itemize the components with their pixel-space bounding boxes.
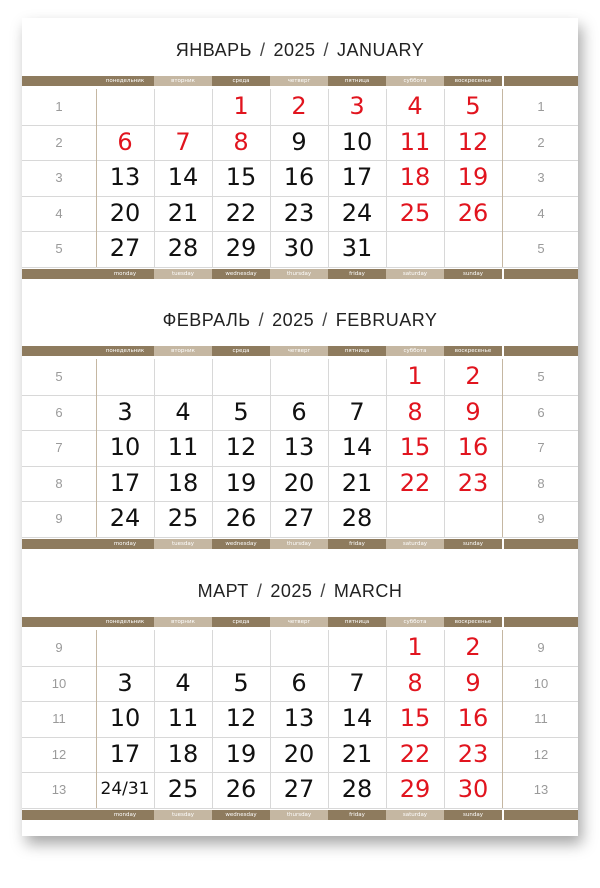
week-number: 5 bbox=[55, 369, 63, 384]
day-cell: 30 bbox=[283, 234, 315, 262]
title-separator: / bbox=[322, 310, 328, 330]
day-cell: 8 bbox=[233, 127, 249, 156]
day-cell: 13 bbox=[283, 433, 315, 461]
day-cell: 19 bbox=[457, 163, 489, 191]
month-name-en: MARCH bbox=[333, 581, 403, 601]
weekday-label: tuesday bbox=[154, 269, 212, 279]
day-cell: 29 bbox=[225, 234, 257, 262]
week-row bbox=[22, 701, 578, 738]
week-row bbox=[22, 630, 578, 667]
column-divider bbox=[154, 89, 155, 267]
day-cell bbox=[444, 231, 502, 267]
column-divider bbox=[154, 630, 155, 808]
week-row bbox=[22, 501, 578, 538]
week-number: 8 bbox=[55, 475, 63, 491]
day-cell: 23 bbox=[457, 468, 489, 497]
week-number: 5 bbox=[537, 369, 545, 384]
day-cell: 17 bbox=[341, 163, 373, 191]
day-cell: 26 bbox=[225, 775, 257, 803]
day-cell: 17 bbox=[109, 739, 141, 768]
day-cell bbox=[96, 359, 154, 395]
day-cell: 1 bbox=[407, 362, 423, 390]
month-name-ru: ЯНВАРЬ bbox=[175, 40, 252, 60]
day-cell: 11 bbox=[167, 704, 199, 732]
month-block bbox=[22, 581, 578, 831]
column-divider bbox=[212, 630, 213, 808]
weekday-label: sunday bbox=[444, 539, 502, 549]
day-cell: 28 bbox=[167, 234, 199, 262]
day-cell: 6 bbox=[117, 127, 133, 156]
weekday-label: saturday bbox=[386, 810, 444, 820]
day-cell: 6 bbox=[291, 668, 307, 697]
day-cell bbox=[328, 359, 386, 395]
day-cell: 27 bbox=[283, 775, 315, 803]
bar-edge bbox=[22, 346, 96, 356]
day-cell: 12 bbox=[225, 704, 257, 732]
weekday-label: среда bbox=[212, 617, 270, 627]
week-number: 7 bbox=[55, 440, 63, 455]
column-divider bbox=[386, 630, 387, 808]
day-cell: 9 bbox=[465, 397, 481, 426]
week-row bbox=[22, 196, 578, 233]
day-cell: 3 bbox=[349, 92, 365, 120]
column-divider bbox=[328, 359, 329, 537]
day-cell: 19 bbox=[225, 739, 257, 768]
week-number: 6 bbox=[55, 404, 63, 420]
weekday-label: воскресенье bbox=[444, 617, 502, 627]
day-cell: 1 bbox=[233, 92, 249, 120]
day-cell: 29 bbox=[399, 775, 431, 803]
day-cell: 1 bbox=[407, 633, 423, 661]
weekday-label: понедельник bbox=[96, 346, 154, 356]
day-cell: 12 bbox=[225, 433, 257, 461]
weekday-label: среда bbox=[212, 346, 270, 356]
day-cell bbox=[444, 501, 502, 537]
week-number: 2 bbox=[537, 134, 545, 150]
weekday-label: thursday bbox=[270, 810, 328, 820]
week-number: 6 bbox=[537, 404, 545, 420]
day-cell: 10 bbox=[109, 433, 141, 461]
weekday-label: sunday bbox=[444, 810, 502, 820]
column-divider bbox=[502, 359, 503, 537]
day-cell: 18 bbox=[167, 468, 199, 497]
day-cell: 22 bbox=[399, 468, 431, 497]
month-title bbox=[22, 40, 578, 60]
weekday-label: вторник bbox=[154, 617, 212, 627]
day-cell: 18 bbox=[399, 163, 431, 191]
column-divider bbox=[212, 359, 213, 537]
day-cell: 22 bbox=[399, 739, 431, 768]
bar-edge bbox=[504, 617, 578, 627]
title-separator: / bbox=[259, 40, 266, 60]
weekday-label: tuesday bbox=[154, 539, 212, 549]
day-cell: 26 bbox=[457, 198, 489, 227]
weekday-label: суббота bbox=[386, 76, 444, 86]
week-row bbox=[22, 737, 578, 774]
week-number: 4 bbox=[537, 205, 545, 221]
month-name-en: JANUARY bbox=[337, 40, 425, 60]
column-divider bbox=[96, 630, 97, 808]
weekday-bar-ru bbox=[22, 346, 578, 356]
weekday-label: четверг bbox=[270, 76, 328, 86]
weekday-bar-ru bbox=[22, 76, 578, 86]
day-cell: 16 bbox=[283, 163, 315, 191]
day-cell: 2 bbox=[465, 633, 481, 661]
day-cell: 3 bbox=[117, 668, 133, 697]
weekday-label: friday bbox=[328, 539, 386, 549]
bar-edge bbox=[22, 810, 96, 820]
day-cell: 24 bbox=[341, 198, 373, 227]
column-divider bbox=[270, 89, 271, 267]
week-row bbox=[22, 772, 578, 809]
day-cell bbox=[212, 359, 270, 395]
month-block bbox=[22, 40, 578, 290]
week-row bbox=[22, 466, 578, 503]
day-cell: 6 bbox=[291, 397, 307, 426]
weekday-label: воскресенье bbox=[444, 76, 502, 86]
column-divider bbox=[444, 630, 445, 808]
day-cell: 10 bbox=[341, 127, 373, 156]
week-row bbox=[22, 430, 578, 467]
bar-edge bbox=[504, 346, 578, 356]
day-cell: 25 bbox=[399, 198, 431, 227]
day-cell bbox=[386, 501, 444, 537]
day-cell: 25 bbox=[167, 775, 199, 803]
weekday-label: wednesday bbox=[212, 539, 270, 549]
week-number: 3 bbox=[537, 170, 545, 185]
day-cell: 5 bbox=[233, 397, 249, 426]
week-row bbox=[22, 231, 578, 268]
week-number: 5 bbox=[55, 241, 63, 256]
weekday-label: tuesday bbox=[154, 810, 212, 820]
weekday-label: wednesday bbox=[212, 810, 270, 820]
title-separator: / bbox=[320, 581, 326, 601]
day-cell: 26 bbox=[225, 504, 257, 532]
weekday-label: понедельник bbox=[96, 617, 154, 627]
column-divider bbox=[96, 89, 97, 267]
column-divider bbox=[270, 359, 271, 537]
week-number: 11 bbox=[52, 711, 66, 726]
day-cell bbox=[328, 630, 386, 666]
day-cell: 4 bbox=[175, 668, 191, 697]
title-separator: / bbox=[323, 40, 330, 60]
month-block bbox=[22, 310, 578, 560]
column-divider bbox=[444, 89, 445, 267]
bar-edge bbox=[22, 617, 96, 627]
day-cell: 24/31 bbox=[100, 779, 150, 799]
month-year: 2025 bbox=[270, 581, 313, 601]
column-divider bbox=[154, 359, 155, 537]
week-number: 9 bbox=[537, 511, 545, 526]
week-number: 9 bbox=[55, 640, 63, 655]
column-divider bbox=[502, 630, 503, 808]
day-cell: 11 bbox=[399, 127, 431, 156]
day-cell: 2 bbox=[291, 92, 307, 120]
day-cell: 20 bbox=[283, 739, 315, 768]
weekday-label: четверг bbox=[270, 346, 328, 356]
weekday-label: monday bbox=[96, 539, 154, 549]
day-cell bbox=[154, 359, 212, 395]
day-cell bbox=[96, 630, 154, 666]
week-number: 9 bbox=[55, 511, 63, 526]
day-cell: 16 bbox=[457, 433, 489, 461]
weekday-bar-ru bbox=[22, 617, 578, 627]
month-name-ru: ФЕВРАЛЬ bbox=[162, 310, 251, 330]
day-cell bbox=[96, 89, 154, 125]
bar-edge bbox=[504, 539, 578, 549]
week-row bbox=[22, 160, 578, 197]
weekday-label: thursday bbox=[270, 539, 328, 549]
day-cell: 9 bbox=[465, 668, 481, 697]
day-cell: 16 bbox=[457, 704, 489, 732]
day-cell: 3 bbox=[117, 397, 133, 426]
weekday-label: суббота bbox=[386, 617, 444, 627]
week-number: 12 bbox=[51, 746, 67, 762]
day-cell: 2 bbox=[465, 362, 481, 390]
week-row bbox=[22, 359, 578, 396]
day-cell: 12 bbox=[457, 127, 489, 156]
week-number: 9 bbox=[537, 640, 545, 655]
day-cell: 21 bbox=[167, 198, 199, 227]
day-cell: 8 bbox=[407, 668, 423, 697]
week-number: 5 bbox=[537, 241, 545, 256]
day-cell: 15 bbox=[399, 433, 431, 461]
column-divider bbox=[212, 89, 213, 267]
day-cell: 7 bbox=[349, 397, 365, 426]
week-number: 2 bbox=[55, 134, 63, 150]
bar-edge bbox=[22, 76, 96, 86]
title-separator: / bbox=[258, 310, 265, 330]
day-cell: 28 bbox=[341, 504, 373, 532]
weekday-label: вторник bbox=[154, 346, 212, 356]
day-cell bbox=[154, 630, 212, 666]
day-cell: 22 bbox=[225, 198, 257, 227]
weekday-bar-en bbox=[22, 539, 578, 549]
bar-edge bbox=[22, 539, 96, 549]
weekday-bar-en bbox=[22, 269, 578, 279]
weekday-label: monday bbox=[96, 810, 154, 820]
week-number: 12 bbox=[533, 746, 549, 762]
weekday-bar-en bbox=[22, 810, 578, 820]
day-cell: 14 bbox=[341, 704, 373, 732]
day-cell bbox=[212, 630, 270, 666]
bar-edge bbox=[504, 810, 578, 820]
day-cell: 21 bbox=[341, 468, 373, 497]
week-number: 1 bbox=[537, 99, 545, 114]
week-row bbox=[22, 666, 578, 703]
week-number: 13 bbox=[533, 782, 549, 797]
weekday-label: пятница bbox=[328, 617, 386, 627]
weekday-label: saturday bbox=[386, 539, 444, 549]
day-cell: 27 bbox=[283, 504, 315, 532]
weekday-label: saturday bbox=[386, 269, 444, 279]
day-cell bbox=[154, 89, 212, 125]
day-cell: 7 bbox=[349, 668, 365, 697]
day-cell: 15 bbox=[225, 163, 257, 191]
day-cell: 24 bbox=[109, 504, 141, 532]
day-cell: 13 bbox=[283, 704, 315, 732]
day-cell: 30 bbox=[457, 775, 489, 803]
day-cell: 27 bbox=[109, 234, 141, 262]
week-number: 7 bbox=[537, 440, 545, 455]
week-row bbox=[22, 395, 578, 432]
day-cell: 8 bbox=[407, 397, 423, 426]
day-cell: 5 bbox=[465, 92, 481, 120]
day-cell bbox=[386, 231, 444, 267]
column-divider bbox=[444, 359, 445, 537]
month-name-ru: МАРТ bbox=[197, 581, 249, 601]
day-cell: 7 bbox=[175, 127, 191, 156]
column-divider bbox=[328, 630, 329, 808]
week-number: 10 bbox=[533, 675, 549, 691]
day-cell: 23 bbox=[457, 739, 489, 768]
day-cell: 11 bbox=[167, 433, 199, 461]
month-year: 2025 bbox=[273, 40, 316, 60]
day-cell: 4 bbox=[175, 397, 191, 426]
day-cell: 28 bbox=[341, 775, 373, 803]
weekday-label: thursday bbox=[270, 269, 328, 279]
weekday-label: пятница bbox=[328, 76, 386, 86]
week-number: 10 bbox=[51, 675, 67, 691]
column-divider bbox=[96, 359, 97, 537]
day-cell: 25 bbox=[167, 504, 199, 532]
day-cell: 23 bbox=[283, 198, 315, 227]
column-divider bbox=[502, 89, 503, 267]
weekday-label: четверг bbox=[270, 617, 328, 627]
day-cell: 15 bbox=[399, 704, 431, 732]
day-cell bbox=[270, 630, 328, 666]
month-title bbox=[22, 310, 578, 330]
day-cell: 5 bbox=[233, 668, 249, 697]
day-cell: 9 bbox=[291, 127, 307, 156]
week-number: 1 bbox=[55, 99, 63, 114]
month-name-en: FEBRUARY bbox=[335, 310, 438, 330]
week-number: 8 bbox=[537, 475, 545, 491]
weekday-label: friday bbox=[328, 810, 386, 820]
bar-edge bbox=[22, 269, 96, 279]
weekday-label: воскресенье bbox=[444, 346, 502, 356]
column-divider bbox=[386, 359, 387, 537]
day-cell: 19 bbox=[225, 468, 257, 497]
day-cell: 13 bbox=[109, 163, 141, 191]
column-divider bbox=[386, 89, 387, 267]
weekday-label: пятница bbox=[328, 346, 386, 356]
column-divider bbox=[270, 630, 271, 808]
weekday-label: monday bbox=[96, 269, 154, 279]
week-number: 3 bbox=[55, 170, 63, 185]
column-divider bbox=[328, 89, 329, 267]
day-cell: 20 bbox=[109, 198, 141, 227]
title-separator: / bbox=[256, 581, 263, 601]
weekday-label: суббота bbox=[386, 346, 444, 356]
month-title bbox=[22, 581, 578, 601]
bar-edge bbox=[504, 76, 578, 86]
month-year: 2025 bbox=[272, 310, 315, 330]
day-cell: 17 bbox=[109, 468, 141, 497]
day-cell bbox=[270, 359, 328, 395]
day-cell: 21 bbox=[341, 739, 373, 768]
day-cell: 14 bbox=[167, 163, 199, 191]
weekday-label: friday bbox=[328, 269, 386, 279]
day-cell: 20 bbox=[283, 468, 315, 497]
week-row bbox=[22, 89, 578, 126]
weekday-label: wednesday bbox=[212, 269, 270, 279]
week-number: 11 bbox=[534, 711, 548, 726]
day-cell: 14 bbox=[341, 433, 373, 461]
week-number: 4 bbox=[55, 205, 63, 221]
weekday-label: среда bbox=[212, 76, 270, 86]
weekday-label: понедельник bbox=[96, 76, 154, 86]
day-cell: 18 bbox=[167, 739, 199, 768]
day-cell: 31 bbox=[341, 234, 373, 262]
day-cell: 10 bbox=[109, 704, 141, 732]
weekday-label: вторник bbox=[154, 76, 212, 86]
bar-edge bbox=[504, 269, 578, 279]
week-row bbox=[22, 125, 578, 162]
week-number: 13 bbox=[51, 782, 67, 797]
weekday-label: sunday bbox=[444, 269, 502, 279]
day-cell: 4 bbox=[407, 92, 423, 120]
